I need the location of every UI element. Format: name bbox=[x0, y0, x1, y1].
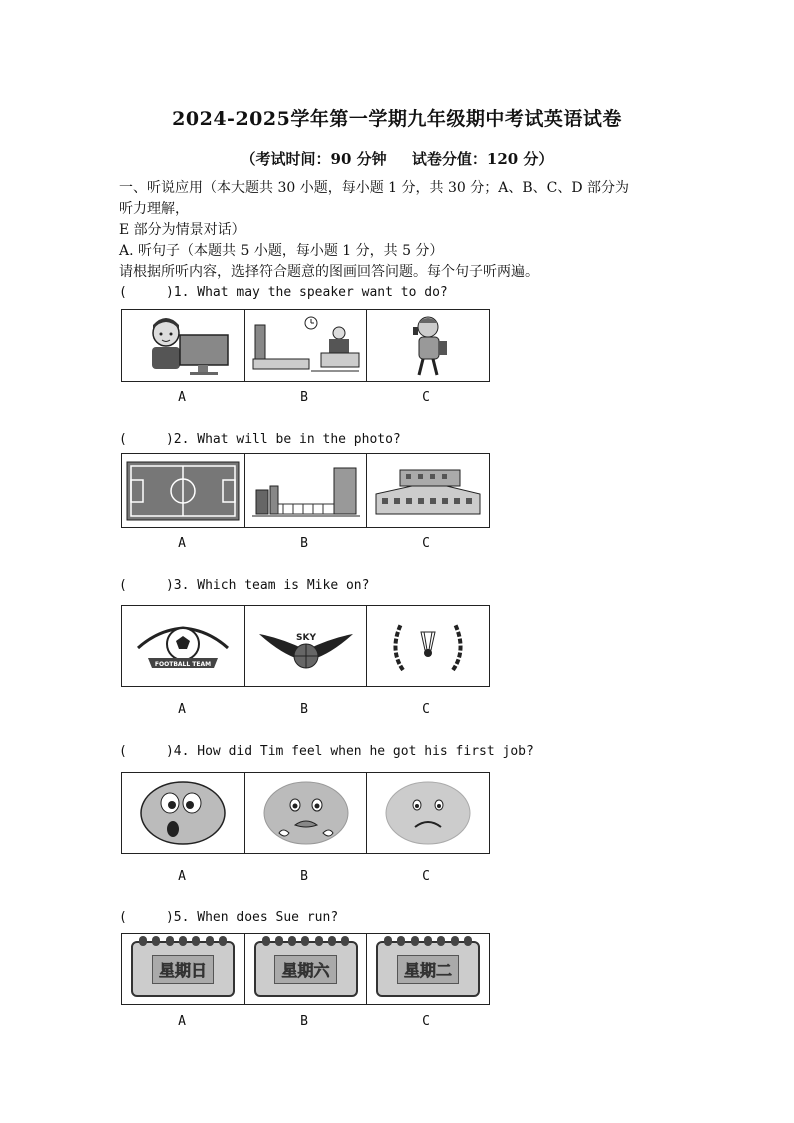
question-1-labels bbox=[121, 390, 487, 405]
question-3-labels bbox=[121, 702, 487, 717]
part-a-heading: A. 听句子（本题共 5 小题，每小题 1 分，共 5 分） bbox=[119, 243, 444, 259]
option-3b-sky-basketball-logo[interactable] bbox=[244, 605, 368, 687]
question-1: ( )1. What may the speaker want to do? bbox=[119, 285, 448, 300]
option-2c-building-image[interactable] bbox=[366, 453, 490, 528]
option-5b-calendar-saturday[interactable] bbox=[244, 933, 368, 1005]
label-b: B bbox=[300, 1014, 308, 1029]
option-2a-football-field-image[interactable] bbox=[121, 453, 245, 528]
section-heading-line3: E 部分为情景对话） bbox=[119, 222, 246, 238]
calendar-icon bbox=[254, 941, 358, 997]
exam-score: 试卷分值：120 分） bbox=[411, 150, 554, 168]
exam-subtitle bbox=[0, 148, 794, 169]
label-a: A bbox=[178, 536, 186, 551]
exam-time: （考试时间：90 分钟 bbox=[240, 150, 387, 168]
label-a: A bbox=[178, 390, 186, 405]
label-c: C bbox=[422, 390, 430, 405]
label-c: C bbox=[422, 869, 430, 884]
question-5: ( )5. When does Sue run? bbox=[119, 910, 339, 925]
option-5a-calendar-sunday[interactable] bbox=[121, 933, 245, 1005]
section-heading-line1: 一、听说应用（本大题共 30 小题，每小题 1 分，共 30 分；A、B、C、D 部分为 bbox=[119, 180, 630, 196]
label-b: B bbox=[300, 390, 308, 405]
option-4b-worried-face[interactable] bbox=[244, 772, 368, 854]
question-2-labels bbox=[121, 536, 487, 551]
sky-logo-text: SKY bbox=[295, 633, 316, 643]
calendar-day-label: 星期六 bbox=[274, 955, 336, 984]
question-5-options bbox=[121, 933, 489, 1005]
label-a: A bbox=[178, 869, 186, 884]
question-4: ( )4. How did Tim feel when he got his first job? bbox=[119, 744, 534, 759]
option-3c-badminton-logo[interactable] bbox=[366, 605, 490, 687]
label-a: A bbox=[178, 702, 186, 717]
option-3a-football-team-logo[interactable] bbox=[121, 605, 245, 687]
exam-title: 2024-2025学年第一学期九年级期中考试英语试卷 bbox=[172, 108, 622, 130]
calendar-day-label: 星期二 bbox=[397, 955, 459, 984]
question-2: ( )2. What will be in the photo? bbox=[119, 432, 401, 447]
option-4a-surprised-face[interactable] bbox=[121, 772, 245, 854]
label-b: B bbox=[300, 536, 308, 551]
section-heading bbox=[119, 178, 679, 283]
question-1-options bbox=[121, 309, 489, 382]
option-2b-school-gate-image[interactable] bbox=[244, 453, 368, 528]
question-5-labels bbox=[121, 1014, 487, 1029]
instruction-text: 请根据所听内容，选择符合题意的图画回答问题。每个句子听两遍。 bbox=[119, 264, 539, 280]
label-a: A bbox=[178, 1014, 186, 1029]
question-3: ( )3. Which team is Mike on? bbox=[119, 578, 370, 593]
option-4c-sad-face[interactable] bbox=[366, 772, 490, 854]
calendar-icon bbox=[376, 941, 480, 997]
question-4-labels bbox=[121, 869, 487, 884]
option-5c-calendar-tuesday[interactable] bbox=[366, 933, 490, 1005]
label-c: C bbox=[422, 536, 430, 551]
label-c: C bbox=[422, 702, 430, 717]
section-heading-line2: 听力理解， bbox=[119, 201, 189, 217]
label-c: C bbox=[422, 1014, 430, 1029]
question-2-options bbox=[121, 453, 489, 528]
option-1a-boy-computer-image[interactable] bbox=[121, 309, 245, 382]
option-1c-boy-phone-image[interactable] bbox=[366, 309, 490, 382]
football-team-logo-text: FOOTBALL TEAM bbox=[154, 661, 212, 668]
label-b: B bbox=[300, 702, 308, 717]
question-4-options bbox=[121, 772, 489, 854]
label-b: B bbox=[300, 869, 308, 884]
question-3-options bbox=[121, 605, 489, 687]
option-1b-watch-tv-image[interactable] bbox=[244, 309, 368, 382]
calendar-day-label: 星期日 bbox=[152, 955, 214, 984]
calendar-icon bbox=[131, 941, 235, 997]
